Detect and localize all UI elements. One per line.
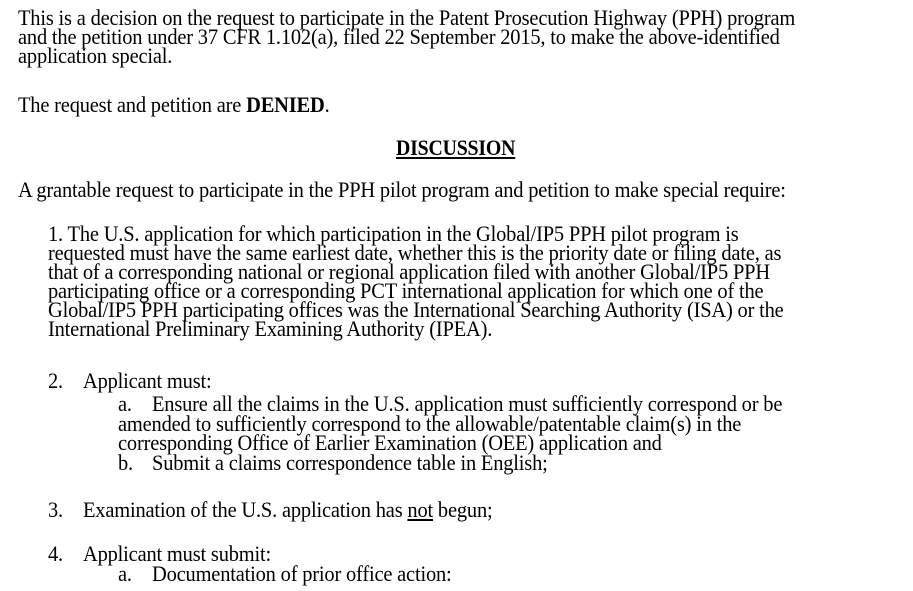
requirement-line: participating office or a corresponding PCT international application for which one of the bbox=[48, 278, 764, 303]
requirement-text: Applicant must submit: bbox=[83, 541, 272, 566]
decision-statement bbox=[18, 94, 330, 116]
requirement-line: requested must have the same earliest date, whether this is the priority date or filing date, as bbox=[48, 240, 782, 265]
requirements-intro: A grantable request to participate in the PPH pilot program and petition to make special require: bbox=[18, 177, 786, 202]
sub-line: Ensure all the claims in the U.S. application must sufficiently correspond or be bbox=[152, 391, 783, 416]
list-number: 2. bbox=[48, 368, 63, 393]
list-number: 3. bbox=[48, 497, 63, 522]
text-prefix: Examination of the U.S. application has bbox=[83, 497, 408, 522]
requirement-line: International Preliminary Examining Authority (IPEA). bbox=[48, 316, 493, 341]
list-number: 4. bbox=[48, 541, 63, 566]
emphasis-not: not bbox=[407, 497, 433, 522]
sub-line: corresponding Office of Earlier Examination (OEE) application and bbox=[118, 430, 662, 455]
decision-prefix: The request and petition are bbox=[18, 92, 247, 117]
sub-label: a. bbox=[118, 561, 132, 586]
requirement-line: that of a corresponding national or regional application filed with another Global/IP5 PPH bbox=[48, 259, 770, 284]
requirement-text: Applicant must: bbox=[83, 368, 212, 393]
sub-line: Documentation of prior office action: bbox=[152, 561, 452, 586]
requirement-line: 1. The U.S. application for which participation in the Global/IP5 PPH pilot program is bbox=[48, 221, 739, 246]
intro-line: This is a decision on the request to participate in the Patent Prosecution Highway (PPH) program bbox=[18, 5, 796, 30]
text-suffix: begun; bbox=[432, 497, 493, 522]
decision-suffix: . bbox=[324, 92, 330, 117]
requirement-line: Global/IP5 PPH participating offices was the International Searching Authority (ISA) or the bbox=[48, 297, 784, 322]
requirement-text bbox=[83, 499, 493, 521]
sub-label: a. bbox=[118, 391, 132, 416]
sub-line: amended to sufficiently correspond to the allowable/patentable claim(s) in the bbox=[118, 411, 742, 436]
decision-verdict: DENIED bbox=[246, 92, 325, 117]
sub-label: b. bbox=[118, 450, 133, 475]
intro-line: and the petition under 37 CFR 1.102(a), filed 22 September 2015, to make the above-identified bbox=[18, 24, 780, 49]
section-heading: DISCUSSION bbox=[396, 135, 516, 160]
intro-line: application special. bbox=[18, 43, 173, 68]
sub-line: Submit a claims correspondence table in English; bbox=[152, 450, 548, 475]
